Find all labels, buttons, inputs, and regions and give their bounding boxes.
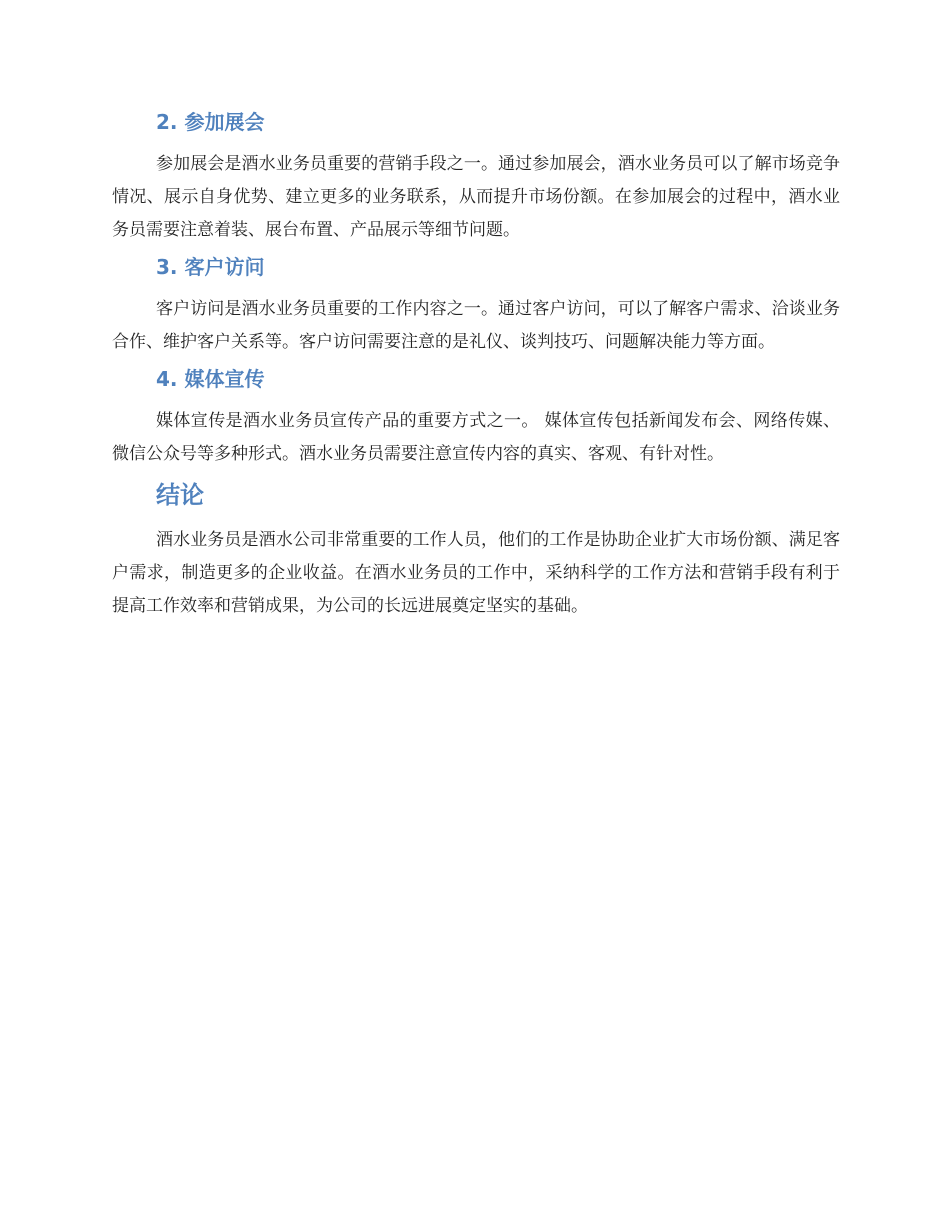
section-body-customer-visit: 客户访问是酒水业务员重要的工作内容之一。通过客户访问，可以了解客户需求、洽谈业务合作、维护客户关系等。客户访问需要注意的是礼仪、谈判技巧、问题解决能力等方面。 bbox=[112, 299, 840, 352]
spacer bbox=[112, 247, 840, 255]
section-body-exhibition: 参加展会是酒水业务员重要的营销手段之一。通过参加展会，酒水业务员可以了解市场竞争情况、展示自身优势、建立更多的业务联系，从而提升市场份额。在参加展会的过程中，酒水业务员需要注意着装、展台布置、产品展示等细节问题。 bbox=[112, 154, 840, 240]
conclusion-body: 酒水业务员是酒水公司非常重要的工作人员，他们的工作是协助企业扩大市场份额、满足客户需求，制造更多的企业收益。在酒水业务员的工作中，采纳科学的工作方法和营销手段有利于提高工作效率和营销成果，为公司的长远进展奠定坚实的基础。 bbox=[112, 529, 840, 616]
section-heading-customer-visit: 3. 客户访问 bbox=[156, 255, 265, 279]
section-heading-media-promotion: 4. 媒体宣传 bbox=[156, 367, 265, 391]
section-body-media-promotion: 媒体宣传是酒水业务员宣传产品的重要方式之一。 媒体宣传包括新闻发布会、网络传媒、微信公众号等多种形式。酒水业务员需要注意宣传内容的真实、客观、有针对性。 bbox=[112, 411, 840, 464]
conclusion-heading: 结论 bbox=[156, 481, 204, 509]
section-heading-exhibition: 2. 参加展会 bbox=[156, 110, 265, 134]
spacer bbox=[112, 359, 840, 367]
spacer bbox=[112, 471, 840, 479]
document-page bbox=[112, 110, 840, 623]
